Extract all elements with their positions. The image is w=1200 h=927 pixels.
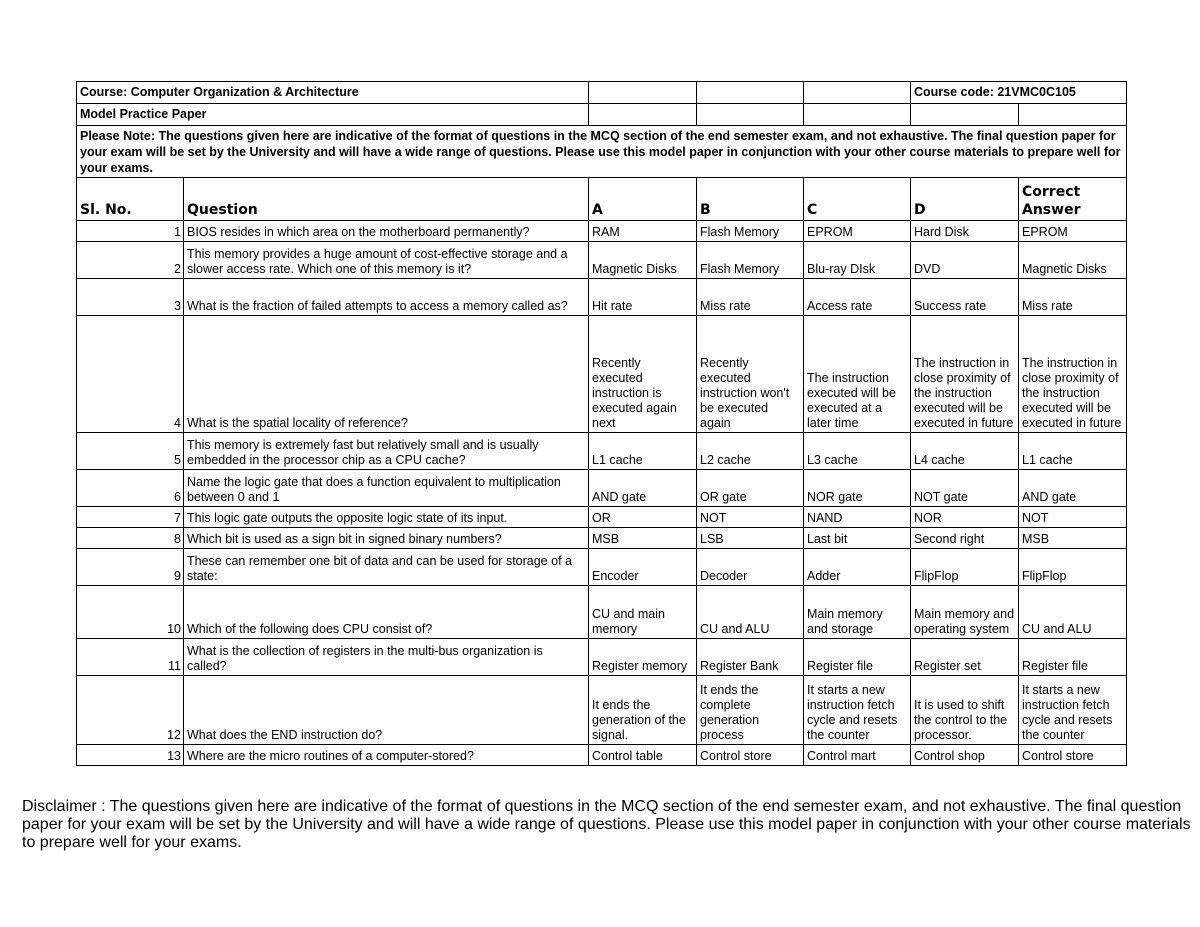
empty-cell — [804, 104, 911, 126]
option-a: OR — [589, 507, 697, 528]
table-row — [77, 470, 1127, 507]
correct-answer: NOT — [1019, 507, 1127, 528]
disclaimer-text: Disclaimer : The questions given here are indicative of the format of questions in the MCQ section of the end semester exam, and not exhaustive. The final question paper for your exam will be set by the University and will have a wide range of questions. Please use this model paper in conjunction with your other course materials to prepare well for your exams. — [22, 798, 1191, 851]
row-number: 5 — [77, 433, 184, 470]
option-d: NOR — [911, 507, 1019, 528]
option-a: CU and main memory — [589, 586, 697, 639]
table-row — [77, 316, 1127, 433]
option-d: Control shop — [911, 745, 1019, 766]
option-c: NOR gate — [804, 470, 911, 507]
correct-answer: The instruction in close proximity of the instruction executed will be executed in future — [1019, 316, 1127, 433]
correct-answer: Magnetic Disks — [1019, 242, 1127, 279]
correct-answer: Control store — [1019, 745, 1127, 766]
option-c: L3 cache — [804, 433, 911, 470]
table-row — [77, 279, 1127, 316]
option-b: Decoder — [697, 549, 804, 586]
empty-cell — [697, 82, 804, 104]
table-row — [77, 528, 1127, 549]
option-c: NAND — [804, 507, 911, 528]
question-text: Which of the following does CPU consist of? — [184, 586, 589, 639]
option-c: Last bit — [804, 528, 911, 549]
option-c: Main memory and storage — [804, 586, 911, 639]
correct-answer: MSB — [1019, 528, 1127, 549]
table-row — [77, 507, 1127, 528]
table-row — [77, 639, 1127, 676]
column-header-row — [77, 178, 1127, 221]
option-a: RAM — [589, 221, 697, 242]
option-c: Access rate — [804, 279, 911, 316]
question-text: These can remember one bit of data and can be used for storage of a state: — [184, 549, 589, 586]
col-header-b: B — [697, 178, 804, 221]
option-b: Flash Memory — [697, 221, 804, 242]
option-a: Magnetic Disks — [589, 242, 697, 279]
option-b: It ends the complete generation process — [697, 676, 804, 745]
empty-cell — [697, 104, 804, 126]
option-b: CU and ALU — [697, 586, 804, 639]
row-number: 3 — [77, 279, 184, 316]
option-b: Control store — [697, 745, 804, 766]
option-b: OR gate — [697, 470, 804, 507]
option-d: NOT gate — [911, 470, 1019, 507]
option-a: AND gate — [589, 470, 697, 507]
row-number: 2 — [77, 242, 184, 279]
option-a: L1 cache — [589, 433, 697, 470]
question-text: Which bit is used as a sign bit in signed binary numbers? — [184, 528, 589, 549]
option-a: Control table — [589, 745, 697, 766]
question-text: What is the collection of registers in the multi-bus organization is called? — [184, 639, 589, 676]
question-paper-table — [76, 81, 1127, 766]
row-number: 10 — [77, 586, 184, 639]
col-header-question: Question — [184, 178, 589, 221]
empty-cell — [804, 82, 911, 104]
note-row — [77, 126, 1127, 178]
empty-cell — [1019, 104, 1127, 126]
option-c: Blu-ray DIsk — [804, 242, 911, 279]
correct-answer: Miss rate — [1019, 279, 1127, 316]
note-text: Please Note: The questions given here are indicative of the format of questions in the MCQ section of the end semester exam, and not exhaustive. The final question paper for your exam will be set by the University and will have a wide range of questions. Please use this model paper in conjunction with your other course materials to prepare well for your exams. — [77, 126, 1127, 178]
option-c: Control mart — [804, 745, 911, 766]
question-text: This memory provides a huge amount of cost-effective storage and a slower access rate. Which one of this memory is it? — [184, 242, 589, 279]
option-c: EPROM — [804, 221, 911, 242]
option-b: Flash Memory — [697, 242, 804, 279]
option-d: It is used to shift the control to the processor. — [911, 676, 1019, 745]
table-row — [77, 745, 1127, 766]
question-text: What is the fraction of failed attempts to access a memory called as? — [184, 279, 589, 316]
question-text: Where are the micro routines of a computer-stored? — [184, 745, 589, 766]
table-row — [77, 586, 1127, 639]
correct-answer: EPROM — [1019, 221, 1127, 242]
option-c: The instruction executed will be executed at a later time — [804, 316, 911, 433]
row-number: 7 — [77, 507, 184, 528]
question-text: Name the logic gate that does a function equivalent to multiplication between 0 and 1 — [184, 470, 589, 507]
course-title: Course: Computer Organization & Architecture — [77, 82, 589, 104]
row-number: 11 — [77, 639, 184, 676]
option-b: LSB — [697, 528, 804, 549]
option-d: The instruction in close proximity of the instruction executed will be executed in future — [911, 316, 1019, 433]
option-d: Success rate — [911, 279, 1019, 316]
row-number: 4 — [77, 316, 184, 433]
course-code: Course code: 21VMC0C105 — [911, 82, 1127, 104]
option-d: Second right — [911, 528, 1019, 549]
correct-answer: It starts a new instruction fetch cycle and resets the counter — [1019, 676, 1127, 745]
option-a: Hit rate — [589, 279, 697, 316]
correct-answer: L1 cache — [1019, 433, 1127, 470]
correct-answer: Register file — [1019, 639, 1127, 676]
correct-answer: CU and ALU — [1019, 586, 1127, 639]
option-d: L4 cache — [911, 433, 1019, 470]
question-text: What is the spatial locality of reference? — [184, 316, 589, 433]
col-header-d: D — [911, 178, 1019, 221]
table-row — [77, 433, 1127, 470]
option-c: Adder — [804, 549, 911, 586]
paper-title-row — [77, 104, 1127, 126]
table-row — [77, 676, 1127, 745]
row-number: 8 — [77, 528, 184, 549]
row-number: 1 — [77, 221, 184, 242]
option-a: It ends the generation of the signal. — [589, 676, 697, 745]
question-text: BIOS resides in which area on the motherboard permanently? — [184, 221, 589, 242]
col-header-a: A — [589, 178, 697, 221]
option-c: It starts a new instruction fetch cycle and resets the counter — [804, 676, 911, 745]
question-text: This logic gate outputs the opposite logic state of its input. — [184, 507, 589, 528]
col-header-c: C — [804, 178, 911, 221]
option-d: FlipFlop — [911, 549, 1019, 586]
option-d: DVD — [911, 242, 1019, 279]
row-number: 6 — [77, 470, 184, 507]
option-b: NOT — [697, 507, 804, 528]
paper-title: Model Practice Paper — [77, 104, 589, 126]
question-text: This memory is extremely fast but relatively small and is usually embedded in the processor chip as a CPU cache? — [184, 433, 589, 470]
option-b: Register Bank — [697, 639, 804, 676]
option-b: Miss rate — [697, 279, 804, 316]
empty-cell — [589, 82, 697, 104]
col-header-correct-answer: Correct Answer — [1019, 178, 1127, 221]
correct-answer: FlipFlop — [1019, 549, 1127, 586]
row-number: 9 — [77, 549, 184, 586]
option-b: Recently executed instruction won't be executed again — [697, 316, 804, 433]
option-a: Recently executed instruction is executed again next — [589, 316, 697, 433]
option-a: Register memory — [589, 639, 697, 676]
empty-cell — [589, 104, 697, 126]
table-row — [77, 549, 1127, 586]
option-d: Register set — [911, 639, 1019, 676]
option-a: MSB — [589, 528, 697, 549]
table-row — [77, 221, 1127, 242]
row-number: 13 — [77, 745, 184, 766]
col-header-sl-no: Sl. No. — [77, 178, 184, 221]
correct-answer: AND gate — [1019, 470, 1127, 507]
option-a: Encoder — [589, 549, 697, 586]
empty-cell — [911, 104, 1019, 126]
question-text: What does the END instruction do? — [184, 676, 589, 745]
row-number: 12 — [77, 676, 184, 745]
table-row — [77, 242, 1127, 279]
option-d: Main memory and operating system — [911, 586, 1019, 639]
option-c: Register file — [804, 639, 911, 676]
option-d: Hard Disk — [911, 221, 1019, 242]
option-b: L2 cache — [697, 433, 804, 470]
course-row — [77, 82, 1127, 104]
